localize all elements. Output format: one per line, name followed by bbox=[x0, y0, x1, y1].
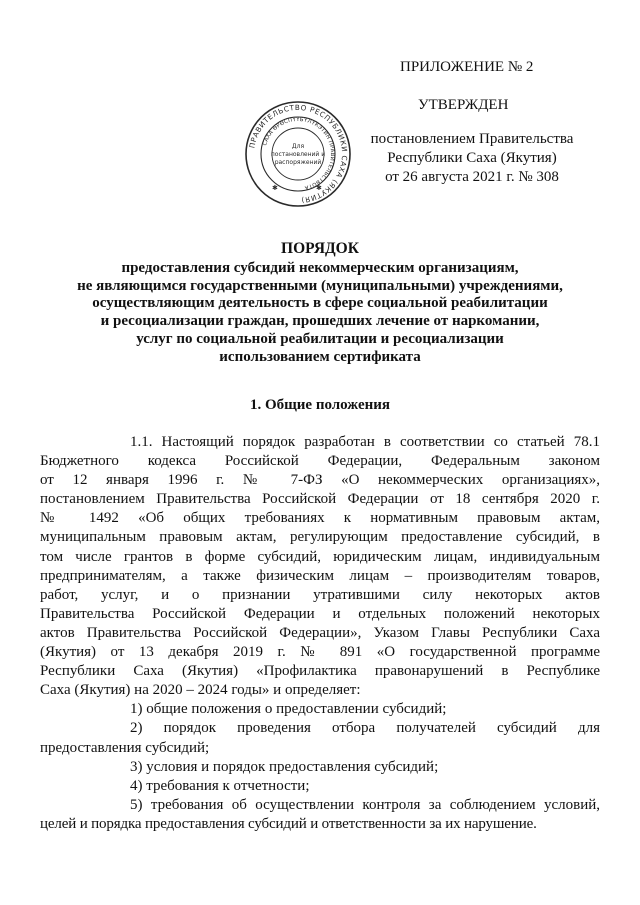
title-line: услуг по социальной реабилитации и ресоциализации bbox=[136, 330, 504, 347]
list-item: предоставления субсидий; bbox=[40, 739, 210, 756]
document-title bbox=[60, 240, 580, 367]
approved-label: УТВЕРЖДЕН bbox=[418, 97, 509, 113]
title-line: использованием сертификата bbox=[219, 348, 421, 365]
stamp-center-line: распоряжений bbox=[274, 159, 322, 166]
resolution-line: от 26 августа 2021 г. № 308 bbox=[385, 169, 559, 185]
title-line: предоставления субсидий некоммерческим организациям, bbox=[121, 259, 519, 276]
official-stamp bbox=[244, 100, 352, 208]
list-item: 4) требования к отчетности; bbox=[130, 777, 310, 794]
title-line: осуществляющим деятельность в сфере социальной реабилитации bbox=[92, 295, 548, 312]
paragraph-line: Правительства Российской Федерации и отдельных положений некоторых bbox=[40, 605, 600, 622]
list-item: 2) порядок проведения отбора получателей субсидий для bbox=[130, 720, 600, 737]
paragraph-line: том числе грантов в форме субсидий, юридическим лицам, индивидуальным bbox=[40, 548, 600, 565]
svg-text:✱: ✱ bbox=[272, 184, 278, 192]
paragraph-line: Бюджетного кодекса Российской Федерации, Федеральным законом bbox=[40, 453, 600, 470]
title-line: и ресоциализации граждан, прошедших лечение от наркомании, bbox=[100, 313, 540, 330]
list-item: целей и порядка предоставления субсидий и ответственности за их нарушение. bbox=[40, 815, 537, 832]
paragraph-line: предпринимателям, а также физическим лицам – производителям товаров, bbox=[40, 567, 600, 584]
list-item: 5) требования об осуществлении контроля за соблюдением условий, bbox=[130, 796, 600, 813]
stamp-center-line: Для bbox=[291, 143, 305, 150]
stamp-inner-text: САХА ӨРӨСПҮҮБҮЛҮКЭТИН ПРАВИТЕЛЬСТВОТА bbox=[262, 116, 336, 191]
paragraph-line: актов Правительства Российской Федерации», Указом Главы Республики Саха bbox=[40, 624, 600, 641]
document-body bbox=[40, 433, 600, 834]
stamp-center-line: постановлений и bbox=[270, 151, 326, 158]
resolution-line: Республики Саха (Якутия) bbox=[387, 150, 557, 166]
paragraph-line: Республики Саха (Якутия) «Профилактика правонарушений в Республике bbox=[40, 663, 600, 680]
svg-text:✱: ✱ bbox=[316, 184, 322, 192]
resolution-reference bbox=[352, 130, 592, 187]
title-main: ПОРЯДОК bbox=[281, 240, 359, 257]
paragraph-line: постановлением Правительства Российской Федерации от 18 сентября 2020 г. bbox=[40, 491, 600, 508]
paragraph-line: № 1492 «Об общих требованиях к нормативным правовым актам, bbox=[40, 510, 600, 527]
paragraph-line: муниципальным правовым актам, регулирующим предоставление субсидий, в bbox=[40, 529, 600, 546]
paragraph-line: (Якутия) от 13 декабря 2019 г. № 891 «О государственной программе bbox=[40, 644, 600, 661]
section-heading: 1. Общие положения bbox=[249, 397, 391, 413]
title-line: не являющимся государственными (муниципальными) учреждениями, bbox=[77, 277, 563, 294]
list-item: 1) общие положения о предоставлении субсидий; bbox=[130, 701, 447, 718]
list-item: 3) условия и порядок предоставления субсидий; bbox=[130, 758, 439, 775]
paragraph-line: работ, услуг, и о признании утратившими силу некоторых актов bbox=[40, 586, 600, 603]
stamp-outer-text: ПРАВИТЕЛЬСТВО РЕСПУБЛИКИ САХА (ЯКУТИЯ) bbox=[247, 102, 350, 205]
resolution-line: постановлением Правительства bbox=[370, 131, 574, 147]
appendix-label: ПРИЛОЖЕНИЕ № 2 bbox=[400, 59, 534, 75]
paragraph-line: Саха (Якутия) на 2020 – 2024 годы» и определяет: bbox=[40, 682, 361, 699]
paragraph-line: 1.1. Настоящий порядок разработан в соответствии со статьей 78.1 bbox=[130, 434, 600, 450]
paragraph-line: от 12 января 1996 г. № 7-ФЗ «О некоммерческих организациях», bbox=[40, 472, 600, 489]
stamp-seal-icon bbox=[244, 100, 352, 208]
